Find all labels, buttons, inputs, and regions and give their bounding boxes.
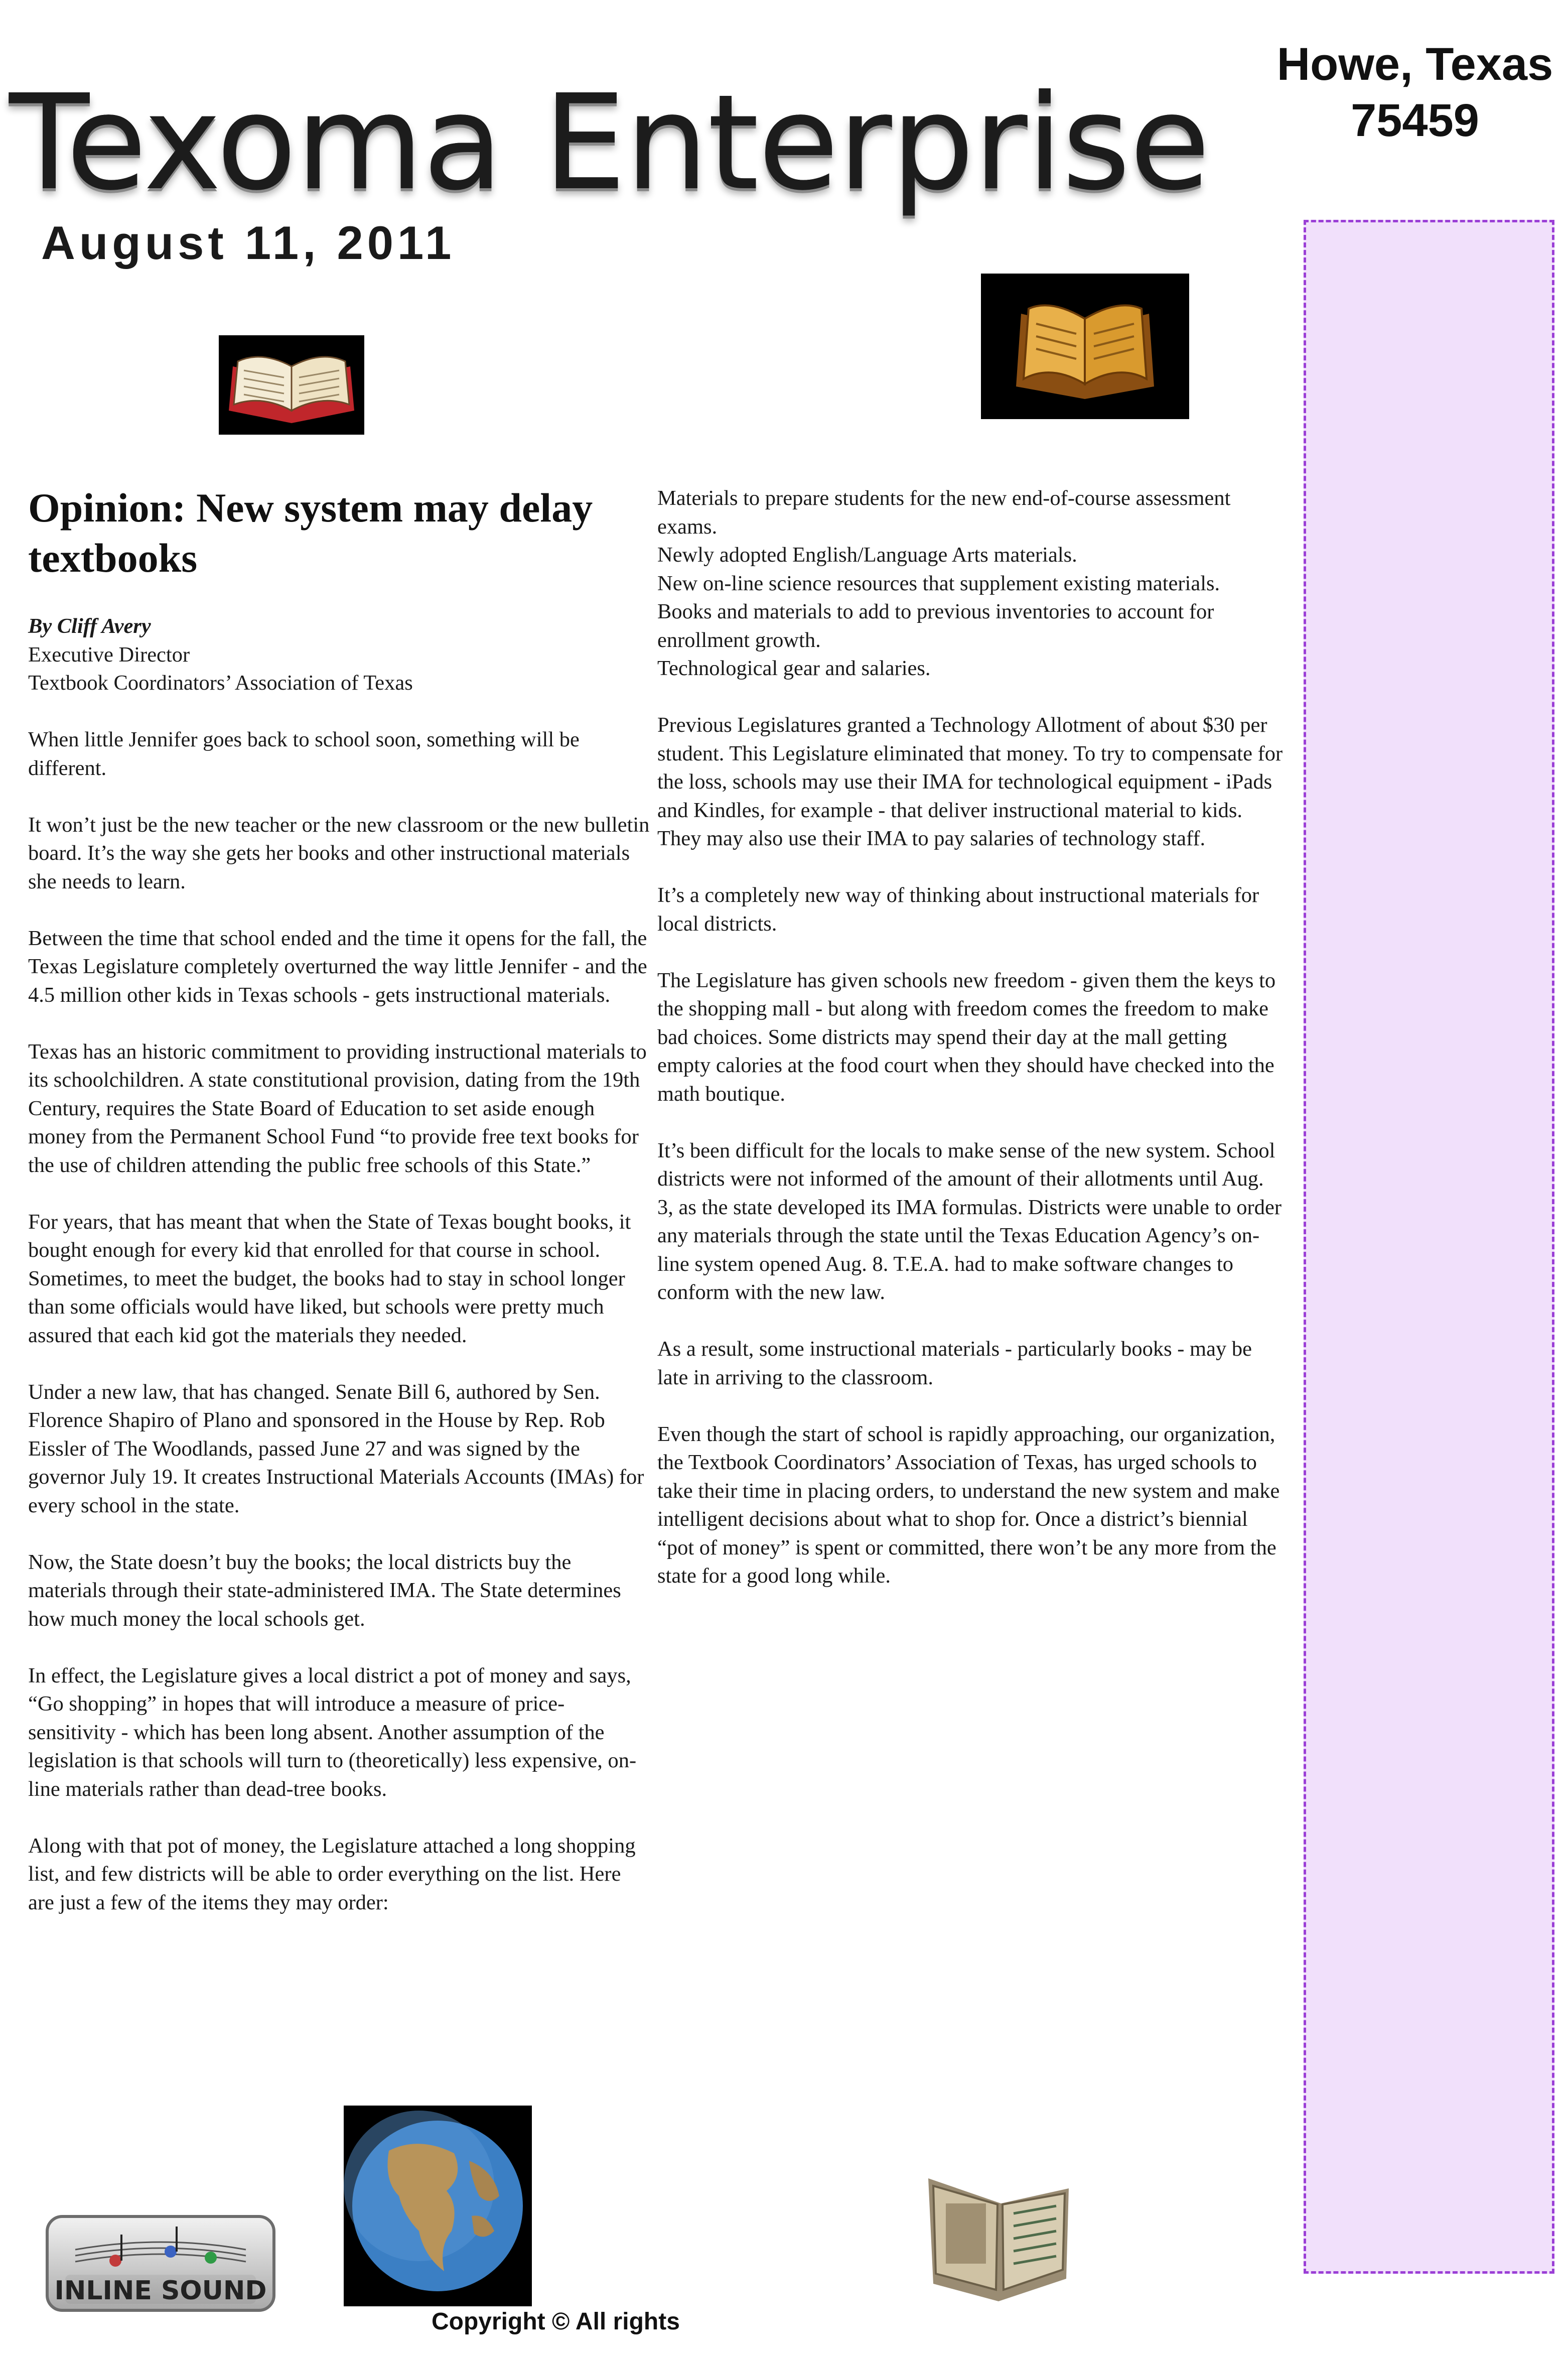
article-paragraph: For years, that has meant that when the State of Texas bought books, it bought enough for every kid that enrolled for that course in school. Sometimes, to meet the budget, the books had to stay in school longer than some officials would have liked, but schools were pretty much assured that each kid got the materials they needed. [28, 1210, 631, 1347]
copyright-notice: Copyright © All rights [432, 2308, 680, 2335]
globe-icon [344, 2106, 532, 2306]
location-block [1249, 36, 1568, 149]
article-paragraph: In effect, the Legislature gives a local district a pot of money and says, “Go shopping” in hopes that will introduce a measure of price-sensitivity - which has been long absent. Another assumption of the legislation is that schools will turn to (theoretically) less expensive, on-line materials rather than dead-tree books. [28, 1663, 637, 1801]
byline-organization: Textbook Coordinators’ Association of Texas [28, 671, 413, 695]
inline-sound-label: INLINE SOUND [54, 2276, 267, 2306]
article-paragraph: Even though the start of school is rapidly approaching, our organization, the Textbook Coordinators’ Association of Texas, has urged schools to take their time in placing orders, to understand the new system and make intelligent decisions about what to shop for. Once a district’s biennial “pot of money” is spent or committed, there won’t be any more from the state for a good long while. [657, 1422, 1280, 1588]
shopping-list-item: Newly adopted English/Language Arts materials. [657, 543, 1077, 567]
article-column-left [28, 612, 650, 1945]
shopping-list-item: New on-line science resources that supplement existing materials. [657, 571, 1220, 595]
article-paragraph: Under a new law, that has changed. Senate Bill 6, authored by Sen. Florence Shapiro of Plano and sponsored in the House by Rep. Rob Eissler of The Woodlands, passed June 27 and was signed by the governor July 19. It creates Instructional Materials Accounts (IMAs) for every school in the state. [28, 1380, 644, 1517]
byline-author: By Cliff Avery [28, 614, 151, 638]
article-paragraph: As a result, some instructional materials - particularly books - may be late in arriving to the classroom. [657, 1337, 1252, 1389]
inline-sound-badge[interactable] [45, 2214, 276, 2312]
golden-book-icon [981, 274, 1189, 419]
article-headline: Opinion: New system may delay textbooks [28, 485, 593, 581]
article-paragraph: It’s been difficult for the locals to make sense of the new system. School districts were not informed of the amount of their allotments until Aug. 3, as the state developed its IMA formulas. Districts were unable to order any materials through the state until the Texas Education Agency’s on-line system opened Aug. 8. T.E.A. had to make software changes to conform with the new law. [657, 1138, 1281, 1304]
location-zip: 75459 [1351, 95, 1479, 146]
location-city: Howe, Texas [1276, 39, 1553, 90]
shopping-list-item: Materials to prepare students for the new end-of-course assessment exams. [657, 486, 1231, 539]
byline [28, 612, 650, 698]
article-paragraph: It’s a completely new way of thinking about instructional materials for local districts. [657, 883, 1259, 936]
article-paragraph: Now, the State doesn’t buy the books; the local districts buy the materials through their state-administered IMA. The State determines how much money the local schools get. [28, 1550, 621, 1631]
masthead-title: Texoma Enterprise [9, 60, 1263, 226]
article-paragraph: Previous Legislatures granted a Technology Allotment of about $30 per student. This Legislature eliminated that money. To try to compensate for the loss, schools may use their IMA for technological equipment - iPads and Kindles, for example - that deliver instructional material to kids. They may also use their IMA to pay salaries of technology staff. [657, 713, 1283, 850]
article-column-right [657, 484, 1285, 1619]
article-paragraph: Texas has an historic commitment to providing instructional materials to its schoolchildren. A state constitutional provision, dating from the 19th Century, requires the State Board of Education to set aside enough money from the Permanent School Fund “to provide free text books for the use of children attending the public free schools of this State.” [28, 1039, 647, 1177]
article-paragraph: Between the time that school ended and the time it opens for the fall, the Texas Legislature completely overturned the way little Jennifer - and the 4.5 million other kids in Texas schools - gets instructional materials. [28, 926, 647, 1007]
shopping-list-item: Books and materials to add to previous inventories to account for enrollment growth. [657, 600, 1214, 652]
article-paragraph: Along with that pot of money, the Legislature attached a long shopping list, and few districts will be able to order everything on the list. Here are just a few of the items they may order: [28, 1834, 636, 1914]
article-paragraph: It won’t just be the new teacher or the new classroom or the new bulletin board. It’s the way she gets her books and other instructional materials she needs to learn. [28, 813, 650, 893]
article-paragraph: The Legislature has given schools new freedom - given them the keys to the shopping mall - but along with freedom comes the freedom to make bad choices. Some districts may spend their day at the mall getting empty calories at the food court when they should have checked into the math boutique. [657, 968, 1276, 1106]
byline-title: Executive Director [28, 642, 190, 667]
shopping-list [657, 484, 1285, 683]
issue-date: August 11, 2011 [41, 216, 456, 269]
article-paragraph: When little Jennifer goes back to school soon, something will be different. [28, 728, 580, 780]
antique-book-icon [918, 2158, 1079, 2314]
open-book-icon [219, 335, 364, 435]
ad-placeholder-panel [1304, 220, 1554, 2274]
shopping-list-item: Technological gear and salaries. [657, 657, 931, 680]
